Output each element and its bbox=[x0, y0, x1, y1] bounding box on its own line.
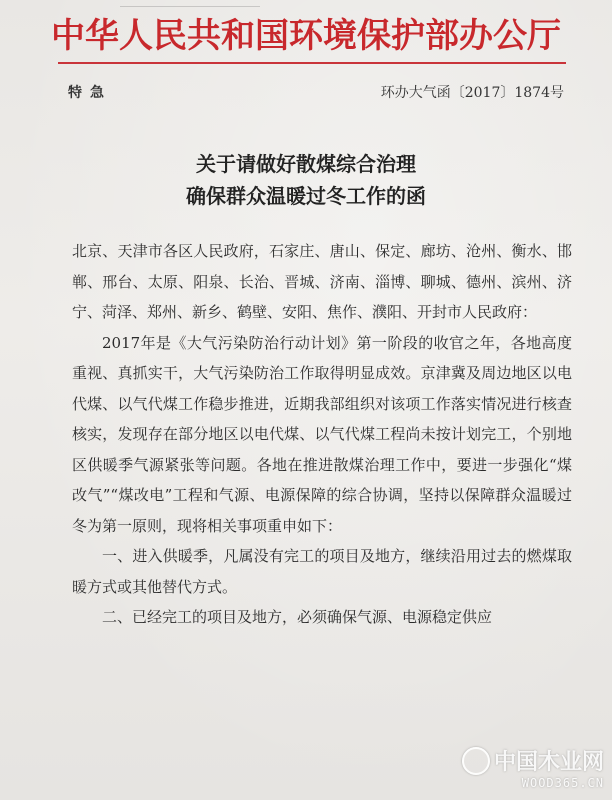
watermark-url: WOOD365.CN bbox=[521, 776, 604, 790]
body-paragraph-1: 2017年是《大气污染防治行动计划》第一阶段的收官之年，各地高度重视、真抓实干，大气污染防治工作取得明显成效。京津冀及周边地区以电代煤、以气代煤工作稳步推进，近期我部组织对该项工作落实情况进行核查核实，发现存在部分地区以电代煤、以气代煤工程尚未按计划完工，个别地区供暖季气源紧张等问题。各地在推进散煤治理工作中，要进一步强化“煤改气”“煤改电”工程和气源、电源保障的综合协调，坚持以保障群众温暖过冬为第一原则，现将相关事项重申如下： bbox=[72, 333, 572, 535]
document-body bbox=[72, 236, 572, 633]
watermark-main bbox=[462, 745, 604, 776]
item-1-paragraph: 一、进入供暖季，凡属没有完工的项目及地方，继续沿用过去的燃煤取暖方式或其他替代方式。 bbox=[72, 547, 572, 596]
recipients-paragraph: 北京、天津市各区人民政府，石家庄、唐山、保定、廊坊、沧州、衡水、邯郸、邢台、太原、阳泉、长治、晋城、济南、淄博、聊城、德州、滨州、济宁、菏泽、郑州、新乡、鹤壁、安阳、焦作、濮阳、开封市人民政府： bbox=[72, 242, 572, 321]
red-divider-line bbox=[58, 62, 566, 64]
urgency-label: 特急 bbox=[68, 85, 112, 101]
item-2-paragraph: 二、已经完工的项目及地方，必须确保气源、电源稳定供应 bbox=[102, 608, 493, 626]
watermark-logo-icon bbox=[462, 747, 490, 775]
watermark-text: 中国木业网 bbox=[493, 750, 604, 775]
title-line-2: 确保群众温暖过冬工作的函 bbox=[186, 184, 426, 208]
document-number: 环办大气函〔2017〕1874号 bbox=[380, 85, 564, 101]
document-title bbox=[0, 148, 612, 212]
pen-mark bbox=[120, 0, 260, 7]
site-watermark bbox=[462, 745, 604, 790]
issuer-heading: 中华人民共和国环境保护部办公厅 bbox=[51, 16, 561, 56]
title-line-1: 关于请做好散煤综合治理 bbox=[196, 152, 416, 176]
